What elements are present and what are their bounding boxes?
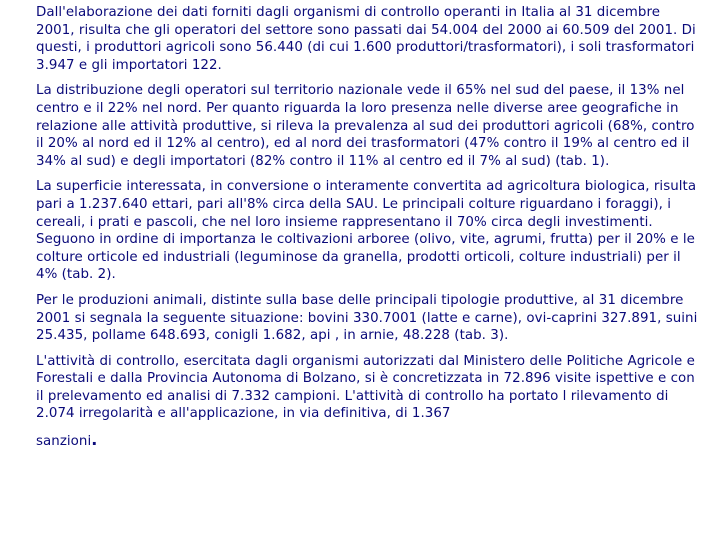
paragraph-surface: La superficie interessata, in conversione o interamente convertita ad agricoltura biologica, risulta pari a 1.237.640 ettari, pari all'8% circa della SAU. Le principali colture riguardano i foraggi), i cereali, i prati e pascoli, che nel loro insieme rappresentano il 70% circa degli investimenti. Seguono in ordine di importanza le coltivazioni arboree (olivo, vite, agrumi, frutta) per il 20% e le colture orticole ed industriali (leguminose da granella, prodotti orticoli, colture industriali) per il 4% (tab. 2). <box>36 179 697 283</box>
paragraph-control-tail <box>36 431 700 451</box>
paragraph-livestock: Per le produzioni animali, distinte sulla base delle principali tipologie produttive, al 31 dicembre 2001 si segnala la seguente situazione: bovini 330.7001 (latte e carne), ovi-caprini 327.891, suini 25.435, pollame 648.693, conigli 1.682, api , in arnie, 48.228 (tab. 3). <box>36 292 698 344</box>
paragraph-control-text: L'attività di controllo, esercitata dagli organismi autorizzati dal Ministero delle Politiche Agricole e Forestali e dalla Provincia Autonoma di Bolzano, si è concretizzata in 72.896 visite ispettive e con il prelevamento ed analisi di 7.332 campioni. L'attività di controllo ha portato l rilevamento di 2.074 irregolarità e all'applicazione, in via definitiva, di 1.367 <box>36 353 695 422</box>
tail-word: sanzioni <box>36 434 92 450</box>
paragraph-control <box>36 353 700 451</box>
paragraph-operators: Dall'elaborazione dei dati forniti dagli organismi di controllo operanti in Italia al 31 dicembre 2001, risulta che gli operatori del settore sono passati dai 54.004 del 2000 ai 60.509 del 2001. Di questi, i produttori agricoli sono 56.440 (di cui 1.600 produttori/trasformatori), i soli trasformatori 3.947 e gli importatori 122. <box>36 5 696 73</box>
paragraph-distribution: La distribuzione degli operatori sul territorio nazionale vede il 65% nel sud del paese, il 13% nel centro e il 22% nel nord. Per quanto riguarda la loro presenza nelle diverse aree geografiche in relazione alle attività produttive, si rileva la prevalenza al sud dei produttori agricoli (68%, contro il 20% al nord ed il 12% al centro), ed al nord dei trasformatori (47% contro il 19% al centro ed il 34% al sud) e degli importatori (82% contro il 11% al centro ed il 7% al sud) (tab. 1). <box>36 83 695 169</box>
document-body <box>36 4 700 459</box>
tail-period: . <box>91 430 98 450</box>
